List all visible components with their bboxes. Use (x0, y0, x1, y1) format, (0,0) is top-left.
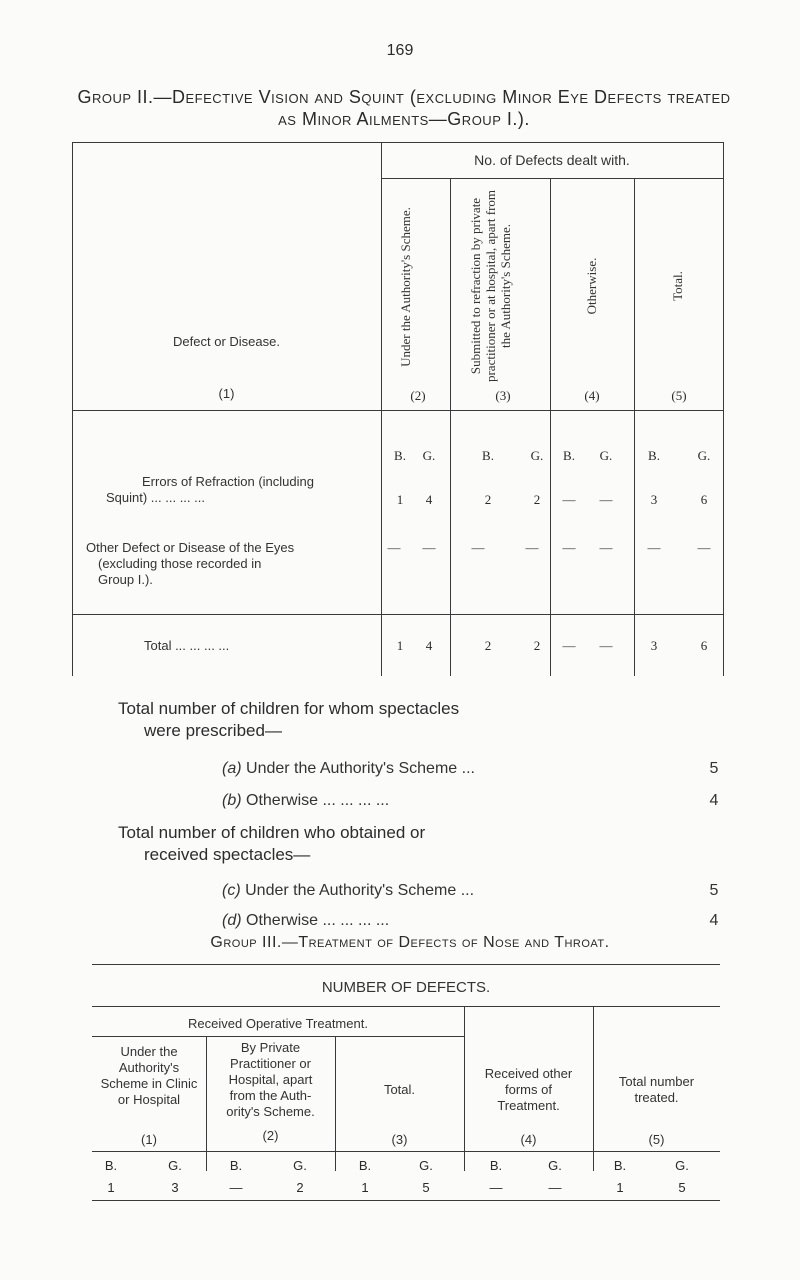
cell: — (562, 540, 576, 555)
label-line: Errors of Refraction (including (142, 474, 314, 489)
col-header-total-treated (593, 1074, 720, 1106)
cell: — (562, 638, 576, 653)
label-line: Squint) ... ... ... ... (106, 490, 205, 505)
item-text: Otherwise ... ... ... ... (246, 912, 390, 929)
para-line: received spectacles— (144, 845, 311, 864)
col-number: (2) (410, 388, 426, 403)
boys-label: B. (563, 448, 575, 463)
cell: 2 (533, 638, 541, 653)
prescribed-item-b (222, 792, 722, 810)
cell: — (489, 1180, 503, 1195)
girls-label: G. (293, 1158, 307, 1173)
group3-title-text: Group III.—Treatment of Defects of Nose and Throat. (210, 934, 610, 951)
girls-label: G. (548, 1158, 562, 1173)
boys-label: B. (358, 1158, 372, 1173)
boys-label: B. (229, 1158, 243, 1173)
col-number: (1) (141, 1132, 157, 1147)
group-header: Received Operative Treatment. (188, 1016, 368, 1031)
cell: — (697, 540, 711, 555)
cell: 3 (650, 638, 658, 653)
col-number: (4) (584, 388, 600, 403)
obtained-item-d (222, 912, 722, 930)
cell: — (599, 638, 613, 653)
cell: 2 (296, 1180, 304, 1195)
col-header-authority (92, 1044, 206, 1108)
group-header: No. of Defects dealt with. (474, 152, 630, 168)
rule (381, 178, 723, 179)
girls-label: G. (422, 448, 436, 463)
rule (72, 410, 724, 411)
row-label-total: Total ... ... ... ... (144, 638, 230, 653)
cell: — (387, 540, 401, 555)
table2-subtitle: NUMBER OF DEFECTS. (321, 979, 491, 996)
item-text: Under the Authority's Scheme ... (245, 882, 475, 899)
cell: — (599, 540, 613, 555)
obtained-paragraph (118, 822, 678, 866)
boys-label: B. (648, 448, 660, 463)
cell: 5 (678, 1180, 686, 1195)
rule (72, 142, 73, 676)
cell: 2 (484, 638, 492, 653)
col-number: (3) (391, 1132, 408, 1147)
defective-vision-table (72, 142, 724, 676)
rule (92, 964, 720, 965)
boys-label: B. (613, 1158, 627, 1173)
defect-column-number: (1) (218, 386, 235, 401)
label-line: Treatment. (497, 1098, 560, 1113)
cell: — (422, 540, 436, 555)
col-header-total (335, 1082, 464, 1098)
item-value: 5 (709, 760, 719, 777)
item-letter: (c) (222, 882, 241, 899)
rule (92, 1006, 720, 1007)
label-line: Total number (618, 1074, 695, 1089)
label-line: Received other (484, 1066, 573, 1081)
item-text: Under the Authority's Scheme ... (246, 760, 475, 777)
col-header-authority: Under the Authority's Scheme. (398, 207, 413, 367)
cell: 6 (700, 492, 708, 507)
girls-label: G. (168, 1158, 182, 1173)
label-line: Group I.). (98, 572, 153, 587)
para-line: Total number of children who obtained or (118, 823, 426, 842)
label-line: or Hospital (117, 1092, 181, 1107)
boys-label: B. (489, 1158, 503, 1173)
boys-label: B. (482, 448, 494, 463)
cell: 1 (361, 1180, 369, 1195)
cell: 3 (171, 1180, 179, 1195)
cell: 3 (650, 492, 658, 507)
cell: 4 (425, 638, 433, 653)
col-number: (5) (671, 388, 687, 403)
col-header-private: Submitted to refraction by private practitioner or at hospital, apart from the Authority's Scheme. (468, 189, 513, 383)
col-header-total: Total. (670, 271, 685, 301)
girls-label: G. (697, 448, 711, 463)
cell: — (548, 1180, 562, 1195)
boys-label: B. (104, 1158, 118, 1173)
col-header-other-forms (464, 1066, 593, 1114)
girls-label: G. (530, 448, 544, 463)
cell: — (599, 492, 613, 507)
label-line: Scheme in Clinic (100, 1076, 198, 1091)
label-line: Under the (120, 1044, 178, 1059)
para-line: Total number of children for whom spectacles (118, 699, 460, 718)
rule (72, 142, 724, 143)
defect-column-header: Defect or Disease. (173, 334, 280, 349)
item-value: 5 (709, 882, 719, 899)
col-number: (3) (495, 388, 511, 403)
cell: 1 (396, 492, 404, 507)
page-number: 169 (386, 42, 414, 59)
rule (550, 178, 551, 676)
cell: 6 (700, 638, 708, 653)
cell: — (562, 492, 576, 507)
prescribed-paragraph (118, 698, 678, 742)
rule (634, 178, 635, 676)
col-header-private (206, 1040, 335, 1120)
cell: 1 (616, 1180, 624, 1195)
col-number: (5) (648, 1132, 665, 1147)
row-label-refraction (82, 474, 374, 506)
label-line: forms of (505, 1082, 552, 1097)
label-line: Authority's (118, 1060, 180, 1075)
item-letter: (a) (222, 760, 242, 777)
group2-title-text: Group II.—Defective Vision and Squint (excluding Minor Eye Defects treated as Minor Ailments—Group I.). (77, 87, 731, 129)
girls-label: G. (599, 448, 613, 463)
item-text: Otherwise ... ... ... ... (246, 792, 390, 809)
item-letter: (d) (222, 912, 242, 929)
cell: — (229, 1180, 243, 1195)
girls-label: G. (675, 1158, 689, 1173)
cell: 4 (425, 492, 433, 507)
obtained-item-c (222, 882, 722, 900)
group2-title (74, 86, 734, 130)
rule (450, 178, 451, 676)
label-line: treated. (634, 1090, 679, 1105)
label-line: Total. (383, 1082, 416, 1097)
col-number: (2) (262, 1128, 279, 1143)
label-line: Hospital, apart (228, 1072, 313, 1087)
label-line: from the Auth- (229, 1088, 312, 1103)
cell: 1 (396, 638, 404, 653)
cell: 2 (484, 492, 492, 507)
cell: 2 (533, 492, 541, 507)
col-number: (4) (520, 1132, 537, 1147)
item-value: 4 (709, 912, 719, 929)
col-header-otherwise: Otherwise. (584, 257, 599, 315)
rule (92, 1036, 464, 1037)
label-line: ority's Scheme. (226, 1104, 315, 1119)
rule (381, 142, 382, 676)
item-value: 4 (709, 792, 719, 809)
label-line: (excluding those recorded in (98, 556, 262, 571)
cell: 1 (107, 1180, 115, 1195)
label-line: By Private (240, 1040, 301, 1055)
rule (723, 142, 724, 676)
rule (92, 1151, 720, 1152)
girls-label: G. (419, 1158, 433, 1173)
cell: — (647, 540, 661, 555)
label-line: Other Defect or Disease of the Eyes (86, 540, 295, 555)
cell: — (471, 540, 485, 555)
label-line: Practitioner or (230, 1056, 311, 1071)
group3-title (100, 934, 720, 952)
cell: — (525, 540, 539, 555)
prescribed-item-a (222, 760, 722, 778)
para-line: were prescribed— (144, 721, 282, 740)
item-letter: (b) (222, 792, 242, 809)
rule (92, 1200, 720, 1201)
cell: 5 (422, 1180, 430, 1195)
boys-label: B. (394, 448, 406, 463)
row-label-other (86, 540, 378, 588)
rule (72, 614, 724, 615)
